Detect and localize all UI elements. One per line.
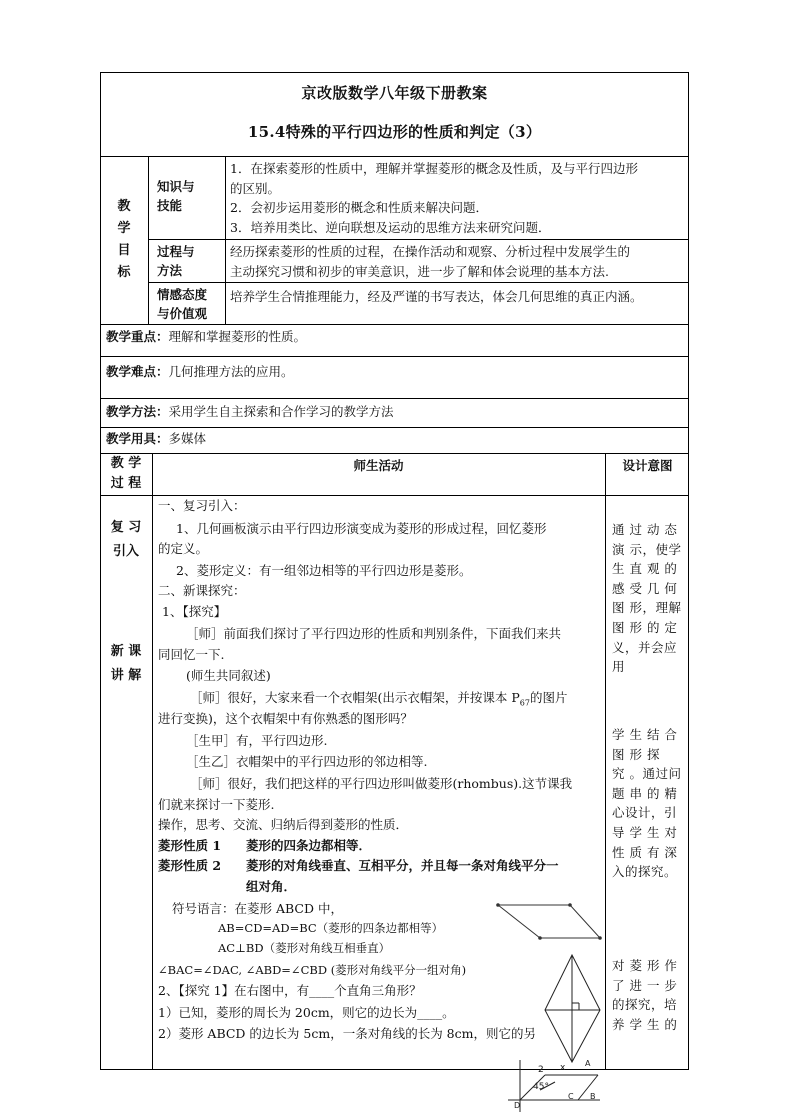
- info-row-tools: 教学用具：多媒体: [106, 431, 207, 446]
- activity-line: 操作，思考、交流、归纳后得到菱形的性质．: [158, 817, 409, 832]
- activity-line: ［生甲］有，平行四边形.: [186, 733, 328, 748]
- activity-line: ［师］前面我们探讨了平行四边形的性质和判别条件，下面我们来共: [186, 626, 562, 641]
- doc-subtitle: 15.4特殊的平行四边形的性质和判定（3）: [247, 123, 542, 141]
- objective-text-emotion: 培养学生合情推理能力，经及严谨的书写表达，体会几何思维的真正内涵。: [230, 289, 643, 304]
- activity-line: 1、几何画板演示由平行四边形演变成为菱形的形成过程，回忆菱形: [176, 521, 547, 536]
- activity-line: 一、复习引入：: [158, 498, 246, 513]
- info-row-method: 教学方法：采用学生自主探索和合作学习的教学方法: [106, 404, 394, 419]
- activity-line: 二、新课探究：: [158, 583, 246, 598]
- activity-line: 进行变换)，这个衣帽架中有你熟悉的图形吗？: [158, 711, 413, 726]
- figure-label-b: B: [590, 1092, 596, 1101]
- info-row-difficulty: 教学难点：几何推理方法的应用。: [106, 364, 294, 379]
- activity-line: 1）已知，菱形的周长为 20cm，则它的边长为____。: [158, 1005, 455, 1020]
- activity-line: 1、【探究】: [162, 604, 227, 619]
- stage-new-lesson: 新 课 讲 解: [110, 644, 142, 683]
- table-border-bottom: [100, 1069, 689, 1070]
- objectives-group-label: 教 学 目 标: [117, 199, 131, 280]
- objective-label-knowledge: 知识与 技能: [157, 179, 195, 213]
- property-2-text-cont: 组对角．: [246, 879, 297, 894]
- objective-text-knowledge: 1．在探索菱形的性质中，理解并掌握菱形的概念及性质，及与平行四边形 的区别。 2．会初步运用菱形的概念和性质来解决问题． 3．培养用类比、逆向联想及运动的思维方法来研究问题．: [230, 161, 638, 235]
- figure-label-two: 2: [538, 1065, 544, 1075]
- table-border-right: [688, 72, 689, 1070]
- info-row-key-point: 教学重点：理解和掌握菱形的性质。: [106, 329, 307, 344]
- table-border-top: [100, 72, 689, 73]
- design-note-2: 学 生 结 合 图 形 探 究 。通过问 题 串 的 精 心设计，引 导 学 生 对 性 质 有 深 入的探究。: [612, 727, 682, 880]
- property-2-text: 菱形的对角线垂直、互相平分，并且每一条对角线平分一: [246, 858, 559, 873]
- activity-line: 2、菱形定义：有一组邻边相等的平行四边形是菱形。: [176, 563, 472, 578]
- activity-line: (师生共同叙述): [186, 668, 271, 683]
- property-1-text: 菱形的四条边都相等．: [246, 838, 372, 853]
- figure-label-angle: 45°: [533, 1082, 549, 1092]
- figure-label-c: C: [568, 1092, 574, 1101]
- activity-line: ∠BAC=∠DAC, ∠ABD=∠CBD (菱形对角线平分一组对角): [158, 963, 467, 977]
- process-header-design: 设计意图: [622, 458, 673, 473]
- activity-line: 2、【探究 1】在右图中，有____个直角三角形？: [158, 983, 422, 998]
- activity-line: ［生乙］衣帽架中的平行四边形的邻边相等.: [186, 754, 428, 769]
- property-2-label: 菱形性质 2: [158, 858, 222, 873]
- activity-line: AC⊥BD（菱形对角线互相垂直）: [218, 941, 391, 955]
- lesson-plan-table: [100, 72, 689, 1070]
- activity-line: AB=CD=AD=BC（菱形的四条边都相等）: [218, 921, 444, 935]
- activity-line: ［师］很好，大家来看一个衣帽架(出示衣帽架，并按课本 $P_{67}$的图片: [190, 690, 568, 708]
- objective-label-emotion: 情感态度 与价值观: [157, 287, 208, 321]
- property-1-label: 菱形性质 1: [158, 838, 222, 853]
- activity-line: 2）菱形 ABCD 的边长为 5cm，一条对角线的长为 8cm，则它的另: [158, 1026, 536, 1041]
- design-note-1: 通 过 动 态 演 示，使学 生 直 观 的 感 受 几 何 图 形，理解 图 形 的 定 义，并会应 用: [612, 522, 682, 675]
- activity-line: 的定义。: [158, 541, 209, 556]
- process-header-stage: 教 学 过 程: [110, 456, 142, 491]
- activity-line: ［师］很好，我们把这样的平行四边形叫做菱形(rhombus).这节课我: [190, 776, 573, 791]
- activity-line: 符号语言：在菱形 ABCD 中，: [172, 901, 343, 916]
- stage-review: 复 习 引入: [110, 520, 142, 559]
- activity-line: 同回忆一下.: [158, 647, 225, 662]
- figure-label-x: x: [560, 1063, 566, 1073]
- doc-title: 京改版数学八年级下册教案: [301, 84, 488, 102]
- figure-label-d: D: [514, 1101, 521, 1110]
- figure-label-a: A: [585, 1059, 591, 1068]
- design-note-3: 对 菱 形 作 了 进 一 步 的探究，培 养 学 生 的: [612, 958, 678, 1032]
- objective-label-process: 过程与 方法: [157, 244, 195, 278]
- process-header-activity: 师生活动: [353, 458, 404, 473]
- objective-text-process: 经历探索菱形的性质的过程，在操作活动和观察、分析过程中发展学生的 主动探究习惯和初步的审美意识，进一步了解和体会说理的基本方法.: [230, 244, 631, 279]
- activity-line: 们就来探讨一下菱形.: [158, 797, 275, 812]
